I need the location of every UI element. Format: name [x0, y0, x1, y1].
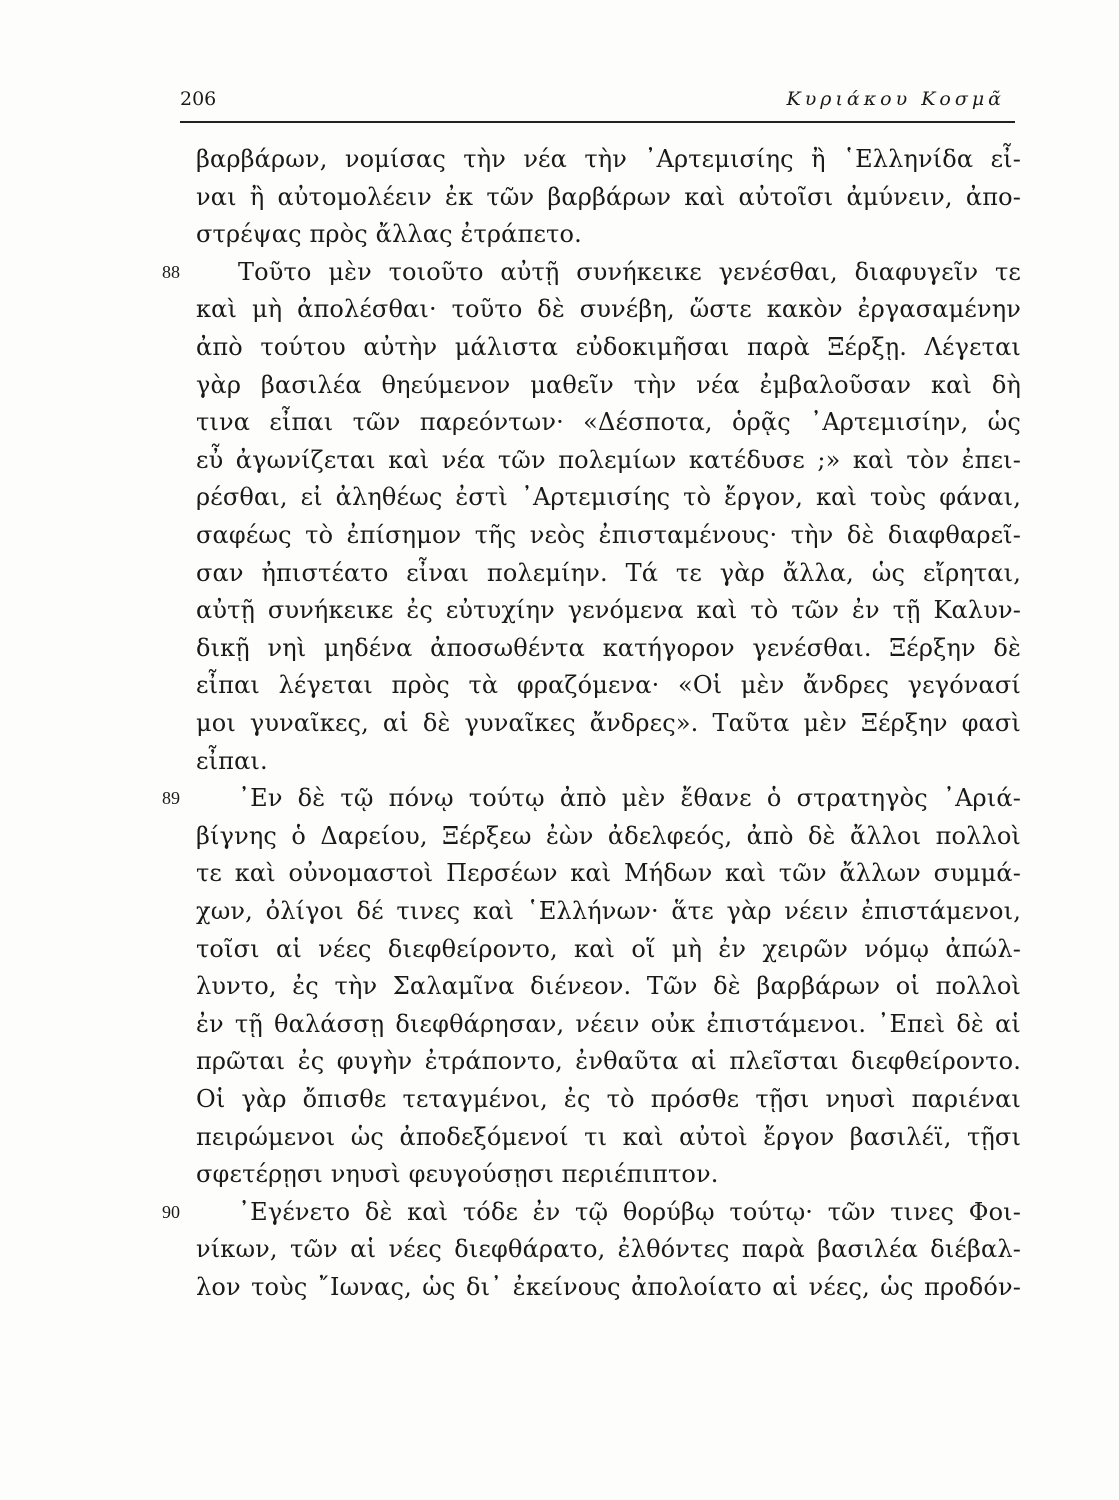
text-line: ρέσθαι, εἰ ἀληθέως ἐστὶ ᾿Αρτεμισίης τὸ ἔργον, καὶ τοὺς φάναι,	[196, 483, 1021, 512]
text-line: βίγνης ὁ Δαρείου, Ξέρξεω ἐὼν ἀδελφεός, ἀπὸ δὲ ἄλλοι πολλοὶ	[196, 821, 1021, 850]
text-line: αὐτῇ συνήκεικε ἐς εὐτυχίην γενόμενα καὶ τὸ τῶν ἐν τῇ Καλυν-	[196, 596, 1021, 625]
text-line: εἶπαι λέγεται πρὸς τὰ φραζόμενα· «Οἱ μὲν ἄνδρες γεγόνασί	[196, 671, 1021, 700]
text-line: χων, ὀλίγοι δέ τινες καὶ ῾Ελλήνων· ἅτε γὰρ νέειν ἐπιστάμενοι,	[196, 897, 1021, 925]
text-line: νίκων, τῶν αἱ νέες διεφθάρατο, ἐλθόντες παρὰ βασιλέα διέβαλ-	[196, 1235, 1021, 1264]
text-line: σαφέως τὸ ἐπίσημον τῆς νεὸς ἐπισταμένους· τὴν δὲ διαφθαρεῖ-	[196, 521, 1021, 549]
text-line: πρῶται ἐς φυγὴν ἐτράποντο, ἐνθαῦτα αἱ πλεῖσται διεφθείροντο.	[196, 1047, 1021, 1076]
page-header	[180, 88, 1015, 116]
text-line: ἐν τῇ θαλάσσῃ διεφθάρησαν, νέειν οὐκ ἐπιστάμενοι. ᾿Επεὶ δὲ αἱ	[196, 1009, 1021, 1038]
text-line: δικῇ νηὶ μηδένα ἀποσωθέντα κατήγορον γενέσθαι. Ξέρξην δὲ	[196, 633, 1021, 662]
text-line: ναι ἢ αὐτομολέειν ἐκ τῶν βαρβάρων καὶ αὐτοῖσι ἀμύνειν, ἀπο-	[196, 182, 1021, 211]
text-line: τοῖσι αἱ νέες διεφθείροντο, καὶ οἵ μὴ ἐν χειρῶν νόμῳ ἀπώλ-	[196, 934, 1021, 963]
text-line: πειρώμενοι ὡς ἀποδεξόμενοί τι καὶ αὐτοὶ ἔργον βασιλέϊ, τῇσι	[196, 1122, 1021, 1151]
text-line: γὰρ βασιλέα θηεύμενον μαθεῖν τὴν νέα ἐμβαλοῦσαν καὶ δὴ	[196, 370, 1021, 399]
header-rule	[180, 121, 1015, 123]
section-number: 88	[162, 261, 180, 282]
text-line: βαρβάρων, νομίσας τὴν νέα τὴν ᾿Αρτεμισίης ἢ ῾Ελληνίδα εἶ-	[196, 145, 1021, 173]
text-line: Τοῦτο μὲν τοιοῦτο αὐτῇ συνήκεικε γενέσθαι, διαφυγεῖν τε	[238, 257, 1021, 286]
text-line: σφετέρῃσι νηυσὶ φευγούσῃσι περιέπιπτον.	[196, 1160, 719, 1189]
page-number: 206	[180, 88, 217, 110]
text-line: τε καὶ οὐνομαστοὶ Περσέων καὶ Μήδων καὶ τῶν ἄλλων συμμά-	[196, 859, 1021, 888]
text-line: ᾿Εν δὲ τῷ πόνῳ τούτῳ ἀπὸ μὲν ἔθανε ὁ στρατηγὸς ᾿Αριά-	[238, 784, 1021, 813]
text-line: σαν ἠπιστέατο εἶναι πολεμίην. Τά τε γὰρ ἄλλα, ὡς εἴρηται,	[196, 558, 1021, 587]
text-line: στρέψας πρὸς ἄλλας ἐτράπετο.	[196, 220, 582, 249]
text-line: εὖ ἀγωνίζεται καὶ νέα τῶν πολεμίων κατέδυσε ;» καὶ τὸν ἐπει-	[196, 445, 1021, 474]
text-line: ᾿Εγένετο δὲ καὶ τόδε ἐν τῷ θορύβῳ τούτῳ· τῶν τινες Φοι-	[238, 1197, 1021, 1226]
text-line: λυντο, ἐς τὴν Σαλαμῖνα διένεον. Τῶν δὲ βαρβάρων οἱ πολλοὶ	[196, 972, 1021, 1001]
text-line: ἀπὸ τούτου αὐτὴν μάλιστα εὐδοκιμῆσαι παρὰ Ξέρξῃ. Λέγεται	[196, 333, 1021, 361]
text-line: εἶπαι.	[196, 746, 268, 775]
section-number: 90	[162, 1201, 180, 1222]
running-head: Κυριάκου Κοσμᾶ	[786, 88, 1005, 110]
section-number: 89	[162, 788, 180, 809]
text-line: λον τοὺς ῎Ιωνας, ὡς δι᾽ ἐκείνους ἀπολοίατο αἱ νέες, ὡς προδόν-	[196, 1273, 1021, 1301]
text-line: καὶ μὴ ἀπολέσθαι· τοῦτο δὲ συνέβη, ὥστε κακὸν ἐργασαμένην	[196, 295, 1021, 324]
text-line: τινα εἶπαι τῶν παρεόντων· «Δέσποτα, ὁρᾷς ᾿Αρτεμισίην, ὡς	[196, 408, 1021, 437]
text-line: μοι γυναῖκες, αἱ δὲ γυναῖκες ἄνδρες». Ταῦτα μὲν Ξέρξην φασὶ	[196, 709, 1021, 737]
text-line: Οἱ γὰρ ὄπισθε τεταγμένοι, ἐς τὸ πρόσθε τῇσι νηυσὶ παριέναι	[196, 1085, 1021, 1113]
